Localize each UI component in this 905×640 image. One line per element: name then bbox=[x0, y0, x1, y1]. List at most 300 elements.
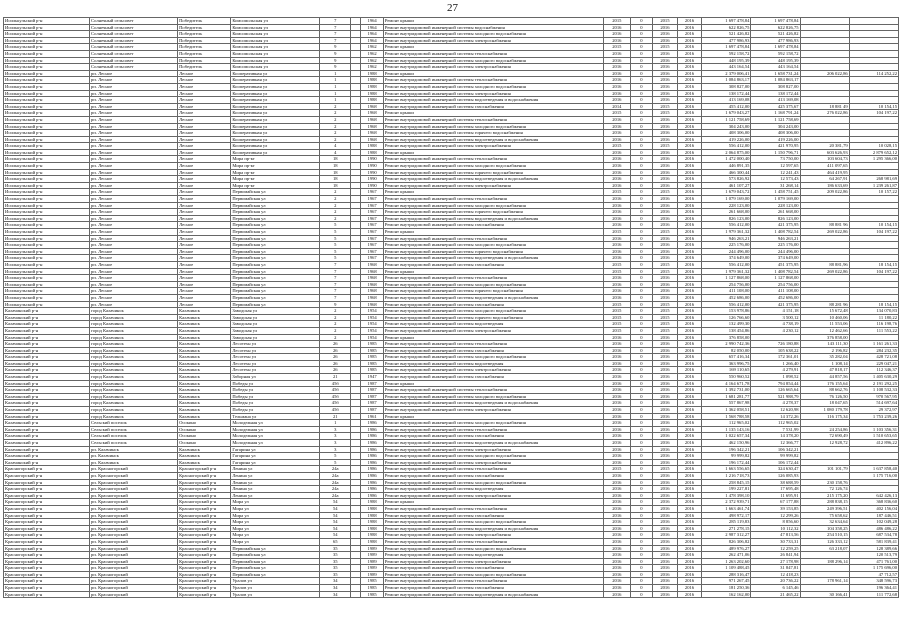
cell-build-year: 1986 bbox=[361, 492, 384, 499]
cell-settlement: Победитель bbox=[178, 37, 231, 44]
cell-settlement-type: Солнечный сельсовет bbox=[90, 18, 178, 25]
cell-settlement-type: Солнечный сельсовет bbox=[90, 24, 178, 31]
cell-fund-cost: 421 375,95 bbox=[751, 222, 800, 229]
cell-letter bbox=[351, 255, 361, 262]
cell-total-cost: 1 663 461,74 bbox=[702, 505, 751, 512]
cell-letter bbox=[351, 519, 361, 526]
cell-work-type: Ремонт внутридомовой инженерной системы электроснабжения bbox=[383, 459, 603, 466]
cell-budget-cost bbox=[800, 585, 849, 592]
cell-zero-flag: 0 bbox=[630, 387, 653, 394]
cell-settlement: Красногорский р-н bbox=[178, 565, 231, 572]
cell-fund-cost: 419 226,00 bbox=[751, 136, 800, 143]
cell-plan-year: 2016 bbox=[604, 202, 631, 209]
cell-start-year: 2016 bbox=[653, 459, 678, 466]
cell-end-year: 2016 bbox=[677, 294, 702, 301]
cell-budget-cost: 24 254,86 bbox=[800, 426, 849, 433]
cell-total-cost: 455 412,00 bbox=[702, 103, 751, 110]
cell-house-number: 7 bbox=[320, 31, 351, 38]
cell-letter bbox=[351, 182, 361, 189]
cell-work-type: Ремонт внутридомовой инженерной системы горячего водоснабжения bbox=[383, 169, 603, 176]
cell-work-type: Ремонт крыши bbox=[383, 70, 603, 77]
cell-fund-cost: 14 372,26 bbox=[751, 413, 800, 420]
cell-end-year: 2016 bbox=[677, 31, 702, 38]
cell-settlement-type: рп. Лесное bbox=[90, 143, 178, 150]
cell-plan-year: 2016 bbox=[604, 209, 631, 216]
cell-settlement-type: рп. Лесное bbox=[90, 261, 178, 268]
cell-start-year: 2016 bbox=[653, 525, 678, 532]
cell-settlement: Лесное bbox=[178, 222, 231, 229]
table-row bbox=[4, 552, 899, 559]
cell-build-year: 1954 bbox=[361, 327, 384, 334]
cell-work-type: Ремонт внутридомовой инженерной системы холодного водоснабжения bbox=[383, 202, 603, 209]
cell-house-number: 2 bbox=[320, 196, 351, 203]
cell-street: Ленина ул bbox=[231, 472, 320, 479]
cell-plan-year: 2015 bbox=[604, 143, 631, 150]
table-row bbox=[4, 288, 899, 295]
cell-total-cost: 419 226,00 bbox=[702, 136, 751, 143]
cell-owner-cost: 412 896,22 bbox=[849, 440, 898, 447]
cell-start-year: 2016 bbox=[653, 209, 678, 216]
cell-work-type: Ремонт внутридомовой инженерной системы газоснабжения bbox=[383, 347, 603, 354]
cell-zero-flag: 0 bbox=[630, 327, 653, 334]
cell-settlement-type: рп. Красногорский bbox=[90, 571, 178, 578]
cell-build-year: 1986 bbox=[361, 426, 384, 433]
cell-district: Исилькульский р-н bbox=[4, 156, 90, 163]
cell-total-cost: 1 478 398,10 bbox=[702, 492, 751, 499]
cell-work-type: Ремонт внутридомовой инженерной системы теплоснабжения bbox=[383, 50, 603, 57]
cell-settlement: Красногорский р-н bbox=[178, 545, 231, 552]
cell-total-cost: 1 679 043,72 bbox=[702, 189, 751, 196]
cell-street: Лесотехн ул bbox=[231, 341, 320, 348]
cell-house-number: 7 bbox=[320, 268, 351, 275]
cell-budget-cost: 288 838,15 bbox=[800, 499, 849, 506]
capital-repair-table-sheet bbox=[3, 17, 899, 598]
cell-total-cost: 138 172,44 bbox=[702, 90, 751, 97]
cell-district: Красногорский р-н bbox=[4, 466, 90, 473]
cell-work-type: Ремонт внутридомовой инженерной системы теплоснабжения bbox=[383, 156, 603, 163]
cell-house-number: 54 bbox=[320, 505, 351, 512]
table-row bbox=[4, 116, 899, 123]
cell-start-year: 2016 bbox=[653, 591, 678, 598]
cell-owner-cost bbox=[849, 275, 898, 282]
cell-end-year: 2016 bbox=[677, 123, 702, 130]
table-row bbox=[4, 341, 899, 348]
cell-plan-year: 2016 bbox=[604, 571, 631, 578]
cell-end-year: 2016 bbox=[677, 387, 702, 394]
cell-district: Исилькульский р-н bbox=[4, 301, 90, 308]
cell-owner-cost: 10 154,15 bbox=[849, 222, 898, 229]
cell-owner-cost bbox=[849, 209, 898, 216]
cell-letter bbox=[351, 143, 361, 150]
cell-settlement: Лесное bbox=[178, 136, 231, 143]
cell-settlement: Лесное bbox=[178, 149, 231, 156]
cell-zero-flag: 0 bbox=[630, 57, 653, 64]
cell-start-year: 2016 bbox=[653, 341, 678, 348]
cell-budget-cost bbox=[800, 459, 849, 466]
cell-budget-cost bbox=[800, 235, 849, 242]
cell-letter bbox=[351, 156, 361, 163]
cell-house-number: 7 bbox=[320, 294, 351, 301]
cell-work-type: Ремонт внутридомовой инженерной системы водоотведения и водоснабжения bbox=[383, 400, 603, 407]
cell-letter bbox=[351, 492, 361, 499]
cell-plan-year: 2016 bbox=[604, 24, 631, 31]
cell-zero-flag: 0 bbox=[630, 413, 653, 420]
cell-work-type: Ремонт внутридомовой инженерной системы холодного водоснабжения bbox=[383, 519, 603, 526]
cell-end-year: 2016 bbox=[677, 552, 702, 559]
cell-fund-cost: 138 172,44 bbox=[751, 90, 800, 97]
cell-end-year: 2016 bbox=[677, 407, 702, 414]
cell-start-year: 2016 bbox=[653, 426, 678, 433]
cell-build-year: 1988 bbox=[361, 90, 384, 97]
cell-work-type: Ремонт крыши bbox=[383, 229, 603, 236]
cell-house-number: 26 bbox=[320, 354, 351, 361]
cell-fund-cost: 126 085,93 bbox=[751, 472, 800, 479]
cell-work-type: Ремонт внутридомовой инженерной системы электроснабжения bbox=[383, 446, 603, 453]
cell-letter bbox=[351, 393, 361, 400]
cell-plan-year: 2016 bbox=[604, 37, 631, 44]
cell-zero-flag: 0 bbox=[630, 459, 653, 466]
cell-owner-cost bbox=[849, 479, 898, 486]
cell-total-cost: 99 999,82 bbox=[702, 453, 751, 460]
cell-owner-cost bbox=[849, 420, 898, 427]
cell-district: Исилькульский р-н bbox=[4, 202, 90, 209]
cell-settlement: Победитель bbox=[178, 44, 231, 51]
cell-owner-cost bbox=[849, 446, 898, 453]
cell-build-year: 1947 bbox=[361, 374, 384, 381]
cell-work-type: Ремонт внутридомовой инженерной системы газоснабжения bbox=[383, 374, 603, 381]
cell-house-number: 2 bbox=[320, 116, 351, 123]
cell-owner-cost: 10 028,15 bbox=[849, 143, 898, 150]
cell-end-year: 2016 bbox=[677, 136, 702, 143]
cell-district: Исилькульский р-н bbox=[4, 229, 90, 236]
cell-fund-cost: 39 153,85 bbox=[751, 505, 800, 512]
cell-build-year: 1964 bbox=[361, 18, 384, 25]
table-row bbox=[4, 130, 899, 137]
cell-work-type: Ремонт внутридомовой инженерной системы водоотведения и водоснабжения bbox=[383, 255, 603, 262]
cell-build-year: 1962 bbox=[361, 57, 384, 64]
cell-budget-cost bbox=[800, 37, 849, 44]
cell-fund-cost: 14 378,20 bbox=[751, 433, 800, 440]
cell-plan-year: 2016 bbox=[604, 334, 631, 341]
cell-fund-cost: 1 079 169,00 bbox=[751, 196, 800, 203]
cell-district: Исилькульский р-н bbox=[4, 37, 90, 44]
cell-settlement-type: рп. Лесное bbox=[90, 281, 178, 288]
cell-settlement-type: рп. Лесное bbox=[90, 116, 178, 123]
cell-start-year: 2015 bbox=[653, 110, 678, 117]
cell-end-year: 2016 bbox=[677, 360, 702, 367]
cell-budget-cost: 72 126,74 bbox=[800, 486, 849, 493]
cell-total-cost: 1 663 556,65 bbox=[702, 466, 751, 473]
cell-street: Первомайская ул bbox=[231, 571, 320, 578]
table-row bbox=[4, 281, 899, 288]
cell-work-type: Ремонт внутридомовой инженерной системы горячего водоснабжения bbox=[383, 288, 603, 295]
cell-district: Красногорский р-н bbox=[4, 486, 90, 493]
cell-zero-flag: 0 bbox=[630, 453, 653, 460]
cell-zero-flag: 0 bbox=[630, 532, 653, 539]
table-row bbox=[4, 235, 899, 242]
cell-street: Комсомольская ул bbox=[231, 31, 320, 38]
cell-budget-cost: 72 690,49 bbox=[800, 433, 849, 440]
cell-settlement-type: рп. Лесное bbox=[90, 83, 178, 90]
cell-build-year: 1967 bbox=[361, 229, 384, 236]
cell-start-year: 2015 bbox=[653, 268, 678, 275]
cell-district: Калачинский р-н bbox=[4, 321, 90, 328]
cell-total-cost: 162 162,00 bbox=[702, 591, 751, 598]
cell-plan-year: 2016 bbox=[604, 275, 631, 282]
cell-plan-year: 2016 bbox=[604, 235, 631, 242]
cell-zero-flag: 0 bbox=[630, 294, 653, 301]
cell-budget-cost: 11 553,06 bbox=[800, 321, 849, 328]
cell-letter bbox=[351, 552, 361, 559]
cell-house-number: 24а bbox=[320, 479, 351, 486]
cell-work-type: Ремонт внутридомовой инженерной системы горячего водоснабжения bbox=[383, 314, 603, 321]
cell-budget-cost: 209 022,86 bbox=[800, 189, 849, 196]
cell-house-number: 35 bbox=[320, 545, 351, 552]
cell-fund-cost: 228 123,00 bbox=[751, 202, 800, 209]
cell-street: Мира пр-кт bbox=[231, 182, 320, 189]
cell-district: Красногорский р-н bbox=[4, 571, 90, 578]
cell-district: Красногорский р-н bbox=[4, 512, 90, 519]
cell-settlement-type: город Калачинск bbox=[90, 354, 178, 361]
cell-settlement: Победитель bbox=[178, 57, 231, 64]
cell-start-year: 2016 bbox=[653, 242, 678, 249]
cell-end-year: 2016 bbox=[677, 301, 702, 308]
table-row bbox=[4, 492, 899, 499]
cell-start-year: 2016 bbox=[653, 281, 678, 288]
cell-house-number: 5 bbox=[320, 222, 351, 229]
cell-work-type: Ремонт внутридомовой инженерной системы водоотведения и водоснабжения bbox=[383, 440, 603, 447]
cell-district: Исилькульский р-н bbox=[4, 77, 90, 84]
cell-plan-year: 2016 bbox=[604, 565, 631, 572]
cell-start-year: 2016 bbox=[653, 163, 678, 170]
cell-street: Молодежная ул bbox=[231, 433, 320, 440]
cell-plan-year: 2016 bbox=[604, 294, 631, 301]
table-row bbox=[4, 229, 899, 236]
cell-plan-year: 2016 bbox=[604, 70, 631, 77]
table-row bbox=[4, 90, 899, 97]
cell-letter bbox=[351, 565, 361, 572]
cell-letter bbox=[351, 374, 361, 381]
cell-zero-flag: 0 bbox=[630, 499, 653, 506]
cell-plan-year: 2016 bbox=[604, 525, 631, 532]
table-row bbox=[4, 407, 899, 414]
cell-letter bbox=[351, 196, 361, 203]
cell-work-type: Ремонт внутридомовой инженерной системы теплоснабжения bbox=[383, 275, 603, 282]
cell-budget-cost: 249 396,51 bbox=[800, 505, 849, 512]
cell-settlement-type: город Калачинск bbox=[90, 380, 178, 387]
cell-plan-year: 2016 bbox=[604, 387, 631, 394]
cell-zero-flag: 0 bbox=[630, 83, 653, 90]
cell-zero-flag: 0 bbox=[630, 275, 653, 282]
cell-settlement: Красногорский р-н bbox=[178, 591, 231, 598]
cell-work-type: Ремонт внутридомовой инженерной системы теплоснабжения bbox=[383, 466, 603, 473]
cell-end-year: 2016 bbox=[677, 242, 702, 249]
cell-plan-year: 2016 bbox=[604, 472, 631, 479]
cell-end-year: 2016 bbox=[677, 202, 702, 209]
cell-work-type: Ремонт крыши bbox=[383, 380, 603, 387]
cell-owner-cost bbox=[849, 18, 898, 25]
cell-street: Первомайская ул bbox=[231, 268, 320, 275]
cell-plan-year: 2016 bbox=[604, 552, 631, 559]
cell-settlement: Калачинск bbox=[178, 380, 231, 387]
cell-zero-flag: 0 bbox=[630, 255, 653, 262]
cell-district: Калачинский р-н bbox=[4, 367, 90, 374]
cell-zero-flag: 0 bbox=[630, 512, 653, 519]
cell-street: Заводская ул bbox=[231, 334, 320, 341]
cell-total-cost: 196 172,44 bbox=[702, 459, 751, 466]
cell-house-number: 54 bbox=[320, 519, 351, 526]
cell-start-year: 2016 bbox=[653, 77, 678, 84]
cell-plan-year: 2016 bbox=[604, 374, 631, 381]
cell-settlement-type: рп. Лесное bbox=[90, 149, 178, 156]
cell-build-year: 1986 bbox=[361, 466, 384, 473]
cell-house-number: 7 bbox=[320, 37, 351, 44]
cell-house-number: 1 bbox=[320, 83, 351, 90]
cell-settlement-type: рп. Красногорский bbox=[90, 565, 178, 572]
cell-build-year: 1989 bbox=[361, 545, 384, 552]
cell-district: Красногорский р-н bbox=[4, 519, 90, 526]
cell-settlement: Лесное bbox=[178, 176, 231, 183]
cell-work-type: Ремонт внутридомовой инженерной системы теплоснабжения bbox=[383, 235, 603, 242]
cell-start-year: 2016 bbox=[653, 275, 678, 282]
cell-fund-cost: 946 263,21 bbox=[751, 235, 800, 242]
table-row bbox=[4, 176, 899, 183]
cell-owner-cost: 368 836,60 bbox=[849, 499, 898, 506]
cell-letter bbox=[351, 294, 361, 301]
cell-end-year: 2016 bbox=[677, 446, 702, 453]
cell-street: Кооперативная ул bbox=[231, 90, 320, 97]
cell-owner-cost: 112 346,37 bbox=[849, 367, 898, 374]
cell-settlement: Калачинск bbox=[178, 459, 231, 466]
cell-street: Первомайская ул bbox=[231, 222, 320, 229]
cell-settlement: Лесное bbox=[178, 301, 231, 308]
cell-budget-cost: 254 510,15 bbox=[800, 532, 849, 539]
cell-settlement: Красногорский р-н bbox=[178, 585, 231, 592]
cell-end-year: 2016 bbox=[677, 393, 702, 400]
cell-budget-cost bbox=[800, 31, 849, 38]
cell-zero-flag: 0 bbox=[630, 215, 653, 222]
cell-settlement-type: город Калачинск bbox=[90, 334, 178, 341]
cell-build-year: 1954 bbox=[361, 308, 384, 315]
cell-street: Лесотехн ул bbox=[231, 367, 320, 374]
cell-total-cost: 199 227,81 bbox=[702, 486, 751, 493]
cell-settlement: Калачинск bbox=[178, 314, 231, 321]
cell-house-number: 7 bbox=[320, 281, 351, 288]
cell-district: Исилькульский р-н bbox=[4, 281, 90, 288]
cell-owner-cost: 229 047,21 bbox=[849, 360, 898, 367]
cell-end-year: 2016 bbox=[677, 97, 702, 104]
cell-letter bbox=[351, 24, 361, 31]
cell-letter bbox=[351, 327, 361, 334]
cell-work-type: Ремонт внутридомовой инженерной системы холодного водоснабжения bbox=[383, 308, 603, 315]
cell-street: Гагарина ул bbox=[231, 446, 320, 453]
cell-settlement-type: рп. Красногорский bbox=[90, 525, 178, 532]
cell-build-year: 1968 bbox=[361, 268, 384, 275]
cell-zero-flag: 0 bbox=[630, 545, 653, 552]
cell-letter bbox=[351, 176, 361, 183]
cell-budget-cost: 44 857,56 bbox=[800, 374, 849, 381]
cell-build-year: 1985 bbox=[361, 341, 384, 348]
cell-zero-flag: 0 bbox=[630, 407, 653, 414]
cell-house-number: 1 bbox=[320, 77, 351, 84]
cell-settlement: Калачинск bbox=[178, 354, 231, 361]
cell-house-number: 35 bbox=[320, 552, 351, 559]
table-row bbox=[4, 301, 899, 308]
cell-build-year: 1990 bbox=[361, 182, 384, 189]
cell-street: Мира ул bbox=[231, 525, 320, 532]
cell-street: Первомайская ул bbox=[231, 294, 320, 301]
cell-street: Гагарина ул bbox=[231, 453, 320, 460]
cell-work-type: Ремонт внутридомовой инженерной системы электроснабжения bbox=[383, 64, 603, 71]
cell-house-number: 45б bbox=[320, 387, 351, 394]
cell-letter bbox=[351, 77, 361, 84]
cell-total-cost: 946 263,21 bbox=[702, 235, 751, 242]
cell-district: Калачинский р-н bbox=[4, 347, 90, 354]
cell-settlement-type: город Калачинск bbox=[90, 360, 178, 367]
cell-owner-cost: 642 426,13 bbox=[849, 492, 898, 499]
cell-district: Красногорский р-н bbox=[4, 472, 90, 479]
cell-street: Ленина ул bbox=[231, 479, 320, 486]
cell-budget-cost bbox=[800, 123, 849, 130]
cell-total-cost: 2 064 875,00 bbox=[702, 149, 751, 156]
cell-build-year: 1989 bbox=[361, 558, 384, 565]
cell-end-year: 2016 bbox=[677, 83, 702, 90]
cell-build-year: 1968 bbox=[361, 261, 384, 268]
cell-total-cost: 657 416,34 bbox=[702, 354, 751, 361]
cell-street: Комсомольская ул bbox=[231, 44, 320, 51]
cell-owner-cost: 128 389,66 bbox=[849, 545, 898, 552]
cell-budget-cost: 1 080 179,78 bbox=[800, 407, 849, 414]
cell-district: Калачинский р-н bbox=[4, 413, 90, 420]
cell-street: Уралов ул bbox=[231, 585, 320, 592]
cell-settlement-type: рп. Лесное bbox=[90, 235, 178, 242]
cell-work-type: Ремонт внутридомовой инженерной системы теплоснабжения bbox=[383, 505, 603, 512]
cell-start-year: 2016 bbox=[653, 235, 678, 242]
cell-total-cost: 1 472 000,40 bbox=[702, 156, 751, 163]
cell-street: Мира пр-кт bbox=[231, 176, 320, 183]
cell-build-year: 1987 bbox=[361, 407, 384, 414]
cell-zero-flag: 0 bbox=[630, 578, 653, 585]
cell-house-number: 7 bbox=[320, 261, 351, 268]
cell-budget-cost: 63 218,07 bbox=[800, 545, 849, 552]
cell-district: Исилькульский р-н bbox=[4, 103, 90, 110]
cell-work-type: Ремонт внутридомовой инженерной системы электроснабжения bbox=[383, 327, 603, 334]
cell-zero-flag: 0 bbox=[630, 268, 653, 275]
cell-owner-cost: 104 197,22 bbox=[849, 268, 898, 275]
cell-total-cost: 2 987 312,27 bbox=[702, 532, 751, 539]
cell-total-cost: 363 996,75 bbox=[702, 360, 751, 367]
cell-zero-flag: 0 bbox=[630, 70, 653, 77]
table-row bbox=[4, 215, 899, 222]
cell-letter bbox=[351, 525, 361, 532]
cell-letter bbox=[351, 229, 361, 236]
cell-total-cost: 573 826,92 bbox=[702, 176, 751, 183]
cell-plan-year: 2016 bbox=[604, 558, 631, 565]
cell-fund-cost: 12 259,25 bbox=[751, 545, 800, 552]
cell-start-year: 2015 bbox=[653, 229, 678, 236]
cell-house-number: 1 bbox=[320, 90, 351, 97]
cell-house-number: 5 bbox=[320, 229, 351, 236]
cell-end-year: 2016 bbox=[677, 525, 702, 532]
cell-district: Исилькульский р-н bbox=[4, 123, 90, 130]
cell-end-year: 2016 bbox=[677, 321, 702, 328]
table-row bbox=[4, 466, 899, 473]
cell-fund-cost: 27 178,98 bbox=[751, 558, 800, 565]
cell-build-year: 1988 bbox=[361, 83, 384, 90]
cell-fund-cost: 1 408 782,54 bbox=[751, 229, 800, 236]
cell-settlement-type: Солнечный сельсовет bbox=[90, 50, 178, 57]
cell-budget-cost: 2 196,82 bbox=[800, 347, 849, 354]
